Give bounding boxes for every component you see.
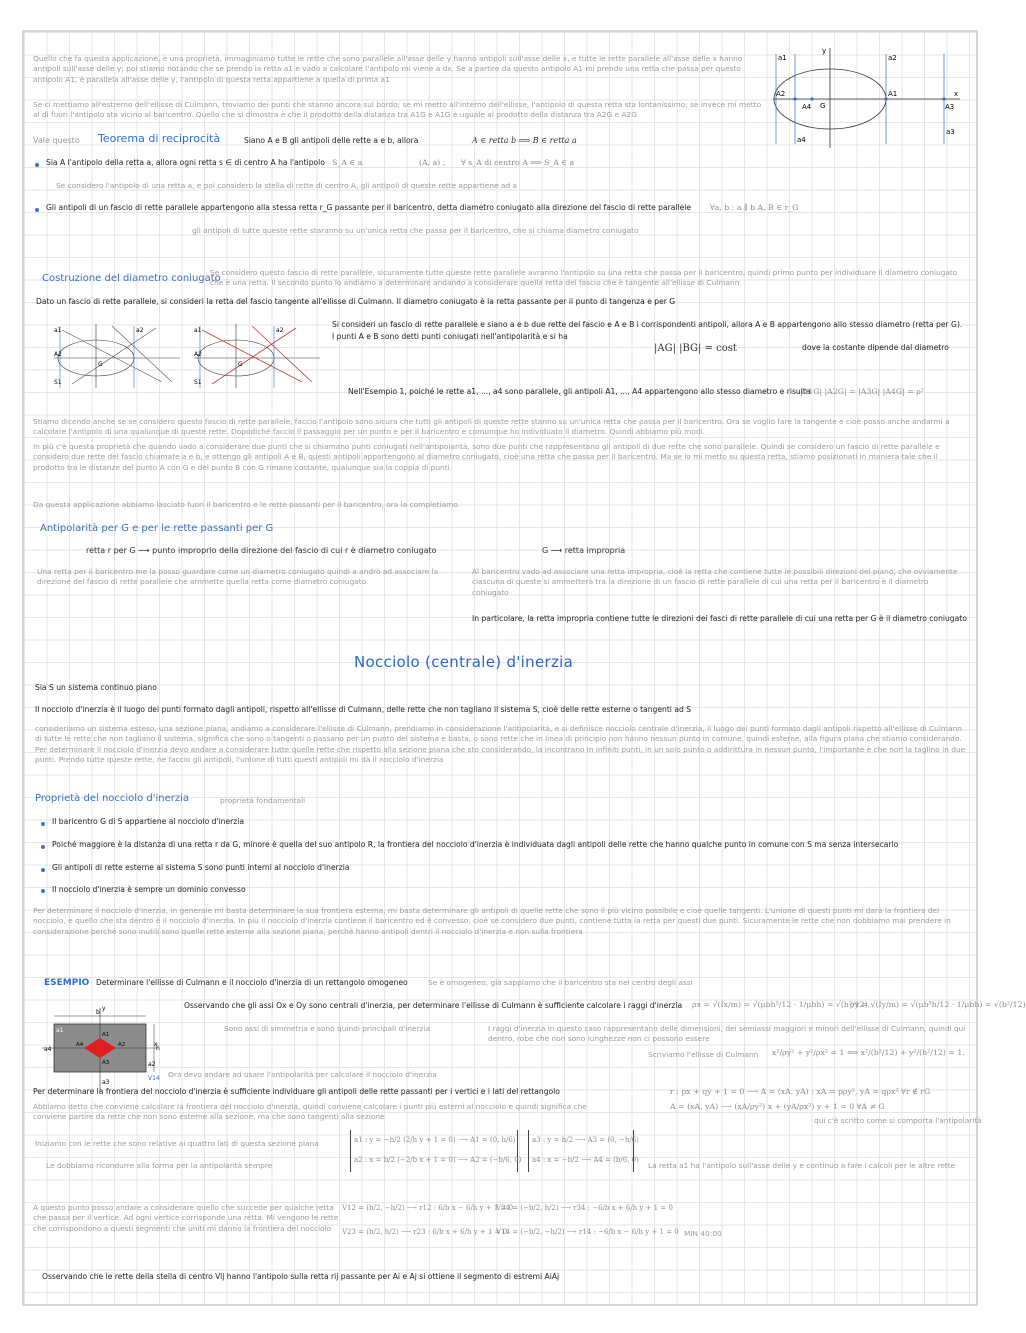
note-stella: Se considero l'antipolo di una retta a, e poi considero la stella di rette di centro A, gli antipoli di queste rette appartiene ad a (56, 181, 518, 190)
svg-text:y: y (102, 1005, 106, 1012)
bullet-dot (41, 845, 45, 849)
retta-a1-note: La retta a1 ha l'antipolo sull'asse delle y e continuo a fare i calcoli per le altre rette (648, 1161, 956, 1170)
label-x: x (954, 90, 959, 98)
bullet-dot (35, 208, 39, 212)
math-a-pair: (A, a) ; (419, 158, 446, 167)
nocciolo-title: Nocciolo (centrale) d'inerzia (354, 653, 574, 671)
label-b: b (96, 1009, 100, 1016)
nocciolo-definition: Il nocciolo d'inerzia è il luogo dei punti formato dagli antipoli, rispetto all'ellisse di Culmann, delle rette che non tagliano il sistema S, cioè delle rette esterne o tangenti ad S (35, 705, 692, 714)
svg-text:a2: a2 (136, 327, 144, 334)
iniziamo-note: Iniziamo con le rette che sono relative ai quattro lati di questa sezione piana (35, 1139, 319, 1148)
coniugati-text-1: Si consideri un fascio di rette parallele e siano a e b due rette del fascio e A e B i corrispondenti antipoli, allora A e B appartengono allo stesso diametro (retta per G). (332, 320, 963, 329)
eq-v14: V14 = (−b/2, −h/2) ⟶ r14 : −6/b x − 6/h y + 1 = 0 (496, 1228, 679, 1236)
antipolarity-diagram (768, 44, 968, 152)
culmann-paragraph: Se ci mettiamo all'estremo dell'ellisse di Culmann, troviamo dei punti che stanno ancora sul bordo; se mi metto all'interno dell'ellisse, l'antipolo di questa retta sta lontanissimo; se invece mi metto al di fuori l'antipolo sta vicino al baricentro. Quello che si dimostra è che il prodotto della distanza tra A1G e A1G è uguale al prodotto della distanza tra A2G e A2G (33, 100, 762, 120)
ellisse-equation: x²/ρy² + y²/ρx² = 1 ⟺ x²/(b²/12) + y²/(h²/12) = 1. (772, 1048, 965, 1057)
frontiera-paragraph: Per determinare il nocciolo d'inerzia, in generale mi basta determinare la sua frontiera esterna, mi basta determinare gli antipoli di quelle rette che sono il più vicino possibile e cioè quelle tangenti. L'unione di questi punti mi darà la frontiera del nocciolo, e quello che sta dentro è il nocciolo d'inerzia. In più il nocciolo d'inerzia contiene il baricentro ed è convesso, cioè se considero due punti, contiene tutta la retta per questi due punti. Sicuramente le rette che non dobbiamo mai prendere in considerazione perché sono inutili sono quelle rette esterne alla sezione piana, perché hanno antipoli dentri il nocciolo d'inerzia e non sulla frontiera (33, 906, 951, 936)
bullet-dot (41, 822, 45, 826)
label-A2: A2 (776, 90, 786, 98)
math-forall-sa: ∀ s_A di centro A ⟹ S_A ∈ a (461, 158, 575, 167)
label-A1: A1 (888, 90, 898, 98)
svg-text:a4: a4 (44, 1046, 52, 1053)
svg-text:S1: S1 (194, 379, 202, 386)
assi-simmetria-note: Sono assi di simmetria e sono quindi principali d'inerzia (224, 1024, 431, 1033)
bullet-antipolo-stella: Sia A l'antipolo della retta a, allora ogni retta s ∈ di centro A ha l'antipolo (46, 158, 325, 167)
raggi-inerzia-note: I raggi d'inerzia in questo caso rappresentano delle dimensioni, dei semiassi maggiori e minori dell'ellisse di Culmann, quindi qui dentro, robe che non sono lunghezze non ci possono essere (488, 1024, 966, 1044)
prop-baricentro: Il baricentro G di S appartiene al nocciolo d'inerzia (52, 817, 245, 826)
baricentro-retta-text: Al baricentro vado ad associare una retta impropria, cioè la retta che contiene tutte le possibili direzioni del piano, che ovviamente ciascuna di queste si ammetterà tra la direzione di un fascio di rette parallele di cui una retta per il baricentro è il diametro coniugato (472, 567, 958, 597)
final-observation: Osservando che le rette della stella di centro Vij hanno l'antipolo sulla retta rij passante per Ai e Aj si ottiene il segmento di estremi AiAj (42, 1272, 560, 1281)
esempio-note: Se è omogeneo, già sappiamo che il baricentro sta nel centro degli assi (428, 978, 693, 987)
rettangolo-diagram (36, 1002, 161, 1097)
antipolo-formula-2: A = (xA, yA) ⟶ (xA/ρy²) x + (yA/ρx²) y + 1 = 0 ∀A ≠ G (670, 1102, 885, 1111)
proprieta-sub: proprietà fondamentali (220, 796, 306, 805)
formula-costante-note: dove la costante dipende dal diametro (802, 343, 949, 352)
formula-costante: |AG| |BG| = cost (654, 343, 737, 354)
svg-text:a1: a1 (54, 327, 62, 334)
eq-a4: a4 : x = −b/2 ⟶ A4 = (b/6, 0) (532, 1156, 639, 1164)
fascio-diagram-right (192, 322, 322, 390)
eq-a3: a3 : y = h/2 ⟶ A3 = (0, −h/6) (532, 1136, 639, 1144)
eq-a2: a2 : x = b/2 (−2/b x + 1 = 0) ⟶ A2 = (−b/6, 0) (354, 1156, 522, 1164)
svg-text:G: G (98, 361, 103, 368)
svg-text:G: G (238, 361, 243, 368)
retta-per-G-text: Una retta per il baricentro me la posso guardare come un diametro coniugato quindi a andrò ad associare la direzione del fascio di rette parallele che ammette quella retta come diametro coniugato (37, 567, 439, 587)
notes-page (22, 30, 1026, 1306)
svg-text:a1: a1 (194, 327, 202, 334)
svg-text:A2: A2 (118, 1042, 126, 1048)
label-A4: A4 (802, 103, 812, 111)
svg-text:x: x (154, 1041, 158, 1048)
rho-x-formula: ρx = √(Ix/m) = √(μbh³/12 · 1/μbh) = √(h²/12), (692, 1000, 871, 1009)
sistema-continuo-line: Sia S un sistema continuo piano (35, 683, 157, 692)
label-a4: a4 (797, 136, 806, 144)
esempio-title: Determinare l'ellisse di Culmann e il nocciolo d'inerzia di un rettangolo omogeneo (96, 978, 408, 987)
antipolarita-note: Ora devo andare ad usare l'antipolarità per calcolare il nocciolo d'inerzia (168, 1070, 437, 1079)
svg-text:A2: A2 (194, 351, 202, 358)
heading-antipolarita-G: Antipolarità per G e per le rette passanti per G (40, 523, 274, 534)
math-sa-in-a: S_A ∈ a (332, 158, 363, 167)
vale-questo: Vale questo (33, 136, 80, 145)
eq-a1: a1 : y = −h/2 (2/h y + 1 = 0) ⟶ A1 = (0, h/6) (354, 1136, 516, 1144)
antipolarita-comment: qui c'è scritto come si comporta l'antipolarità (814, 1116, 982, 1125)
heading-proprieta: Proprietà del nocciolo d'inerzia (35, 793, 189, 804)
completiamo-line: Da questa applicazione abbiamo lasciato fuori il baricentro e le rette passanti per il baricentro, ora la completiamo (33, 500, 458, 509)
rho-y-formula: ρy = √(Iy/m) = √(μb³h/12 · 1/μbh) = √(b²/12) (850, 1000, 1026, 1009)
diametro-definition: Dato un fascio di rette parallele, si consideri la retta del fascio tangente all'ellisse di Culmann. Il diametro coniugato è la retta passante per il punto di tangenza e per G (36, 297, 676, 306)
label-y: y (822, 47, 827, 55)
theorem-title: Teorema di reciprocità (98, 132, 221, 145)
prop-frontiera: Poiché maggiore è la distanza di una retta r da G, minore è quella del suo antipolo R, la frontiera del nocciolo d'inerzia è individuata dagli antipoli delle rette che hanno qualche punto in comune con S ma senza intersecarlo (52, 840, 899, 849)
svg-text:a2: a2 (148, 1061, 156, 1068)
coniugati-text-2: I punti A e B sono detti punti coniugati nell'antipolarità e si ha (332, 332, 568, 341)
eq-v34: V34 = (−b/2, h/2) ⟶ r34 : −6/b x + 6/h y + 1 = 0 (496, 1204, 673, 1212)
esempio1-line: Nell'Esempio 1, poiché le rette a1, ..., a4 sono parallele, gli antipoli A1, ..., A4 appartengono allo stesso diametro e risulta (348, 387, 811, 396)
nocciolo-paragraph: consideriamo un sistema esteso, una sezione piana, andiamo a considerare l'ellisse di Culmann, prendiamo in considerazione l'antipolarità, e si definisce nocciolo centrale d'inerzia, il luogo dei punti formato dagli antipoli rispetto all'ellisse di Culmann di tutte le rette che non tagliano il sistema, significa che sono o tangenti o passano per un punto del sistema e basta, o sono rette che in linea di principio non hanno nessun punto in comune, quindi esterne, alla figura piana che stiamo considerando. Per determinare il nocciolo d'inerzia devo andare a considerare tutte quelle rette che rispetto alla sezione piana che sto considerando, la incontrano in infiniti punti, in un solo punto o addirittura in nessun punto, l'importante è che non la taglino in due punti. Prendo tutte queste rette, ne faccio gli antipoli, l'unione di tutti questi antipoli mi dà il nocciolo d'inerzia (35, 724, 966, 765)
label-G: G (820, 102, 826, 110)
theorem-text: Siano A e B gli antipoli delle rette a e b, allora (244, 136, 419, 145)
svg-text:S1: S1 (54, 379, 62, 386)
intro-paragraph: Quello che fa questa applicazione, è una proprietà, immaginiamo tutte le rette che sono parallele all'asse delle y hanno antipoli sull'asse delle x, e tutte le rette parallele all'asse delle x hanno antipoli sull'asse delle y; poi stiamo notando che se prendo la retta a1 e vado a calcolare l'antipolo mi viene a dx. Se a partire da questo antipolo A1 mi prendo una retta che passa per questo antipolo A1, è parallela all'asse delle y, l'antipolo di questa retta appartiene a quella di prima a1 (33, 54, 743, 84)
esempio-observation: Osservando che gli assi Ox e Oy sono centrali d'inerzia, per determinare l'ellisse di Culmann è sufficiente calcolare i raggi d'inerzia (184, 1001, 683, 1010)
timestamp-min: MIN 40:00 (684, 1229, 722, 1238)
eq-v23: V23 = (b/2, h/2) ⟶ r23 : 6/b x + 6/h y + 1 = 0 (342, 1228, 508, 1236)
svg-text:a2: a2 (276, 327, 284, 334)
svg-text:a1: a1 (56, 1027, 64, 1034)
formula-rho: |A1G| |A2G| = |A3G| |A4G| = ρ² (800, 387, 924, 396)
svg-text:a3: a3 (102, 1079, 110, 1086)
label-a1: a1 (778, 54, 787, 62)
bullet-dot (35, 163, 39, 167)
prop-rette-esterne: Gli antipoli di rette esterne al sistema S sono punti interni al nocciolo d'inerzia (52, 863, 350, 872)
bullet-fascio-parallele: Gli antipoli di un fascio di rette parallele appartengono alla stessa retta r_G passante per il baricentro, detta diametro coniugato alla direzione del fascio di rette parallele (46, 203, 692, 212)
frontiera-rule: Per determinare la frontiera del nocciolo d'inerzia è sufficiente individuare gli antipoli delle rette passanti per i vertici e i lati del rettangolo (33, 1087, 560, 1096)
label-A3: A3 (945, 103, 955, 111)
note-diametro: gli antipoli di tutte queste rette staranno su un'unica retta che passa per il baricentro, che si chiama diametro coniugato (192, 226, 639, 235)
bullet-dot (41, 889, 45, 893)
fascio-diagram-left (52, 322, 182, 390)
diametro-paragraph-2: In più c'è questa proprietà che quando vado a considerare due punti che si chiamano punti coniugati nell'antipolarità, sono due punti che rappresentano gli antipoli di due rette che sono parallele. Quindi se considero un fascio di rette parallele e considero due rette del fascio chiamate a e b, e ottengo gli antipoli A e B, questi antipoli appartengono al diametro coniugato, cioè una retta che passa per il baricentro. Ma se io mi metto su questa retta, stiamo posizionati in maniera tale che il prodotto tra le distanze del punto A con G e del punto B con G rimane costante, qualunque sia la coppia di punti. (33, 442, 940, 472)
eq-v12: V12 = (b/2, −h/2) ⟶ r12 : 6/b x − 6/h y + 1 = 0 (342, 1204, 514, 1212)
antipolo-formula-1: r : px + qy + 1 = 0 ⟶ A = (xA, yA) : xA = pρy², yA = qρx² ∀r ∉ rG (670, 1087, 931, 1096)
prop-convesso: Il nocciolo d'inerzia è sempre un dominio convesso (52, 885, 246, 894)
math-fascio: ∀a, b : a ∥ b A, B ∈ r_G (710, 203, 799, 212)
riconduce-note: Le dobbiamo ricondurre alla forma per la antipolarità sempre (46, 1161, 273, 1170)
diametro-paragraph-1: Stiamo dicendo anche se se considero questo fascio di rette parallele, faccio l'antipolo sono sicura che tutti gli antipoli di queste rette stanno su un'unica retta che passa per il baricentro. Ora se voglio fare la tangente e cioè posso anche andarmi a calcolare l'antipolo di una qualunque di queste rette. Dopodiché faccio il passaggio per un punto e per il baricentro e comunque ho individuato il diametro. Quindi abbiamo più modi. (33, 417, 950, 437)
svg-text:A2: A2 (54, 351, 62, 358)
conviene-paragraph: Abbiamo detto che conviene calcolare la frontiera del nocciolo d'inerzia, quindi conviene calcolare i punti più esterni al nocciolo e quindi significa che conviene partire da rette che non sono esterne alla sezione, ma che sono tangenti alla sezione (33, 1102, 587, 1122)
heading-diametro-coniugato: Costruzione del diametro coniugato (42, 273, 221, 284)
math-retta-per-G: retta r per G ⟶ punto improprio della direzione del fascio di cui r è diametro coniugato (86, 546, 437, 555)
svg-text:A4: A4 (76, 1042, 84, 1048)
theorem-math: A ∈ retta b ⟹ B ∈ retta a (472, 136, 577, 145)
math-G-retta-impropria: G ⟶ retta impropria (542, 546, 626, 555)
vertici-paragraph: A questo punto posso andare a considerare quello che succede per qualche retta che passa per il vertice. Ad ogni vertice corrisponde una retta. Mi vengono le rette che corrispondono a questi segmenti che uniti mi danno la frontiera del nocciolo (33, 1203, 339, 1233)
bullet-dot (41, 868, 45, 872)
svg-text:A1: A1 (102, 1032, 110, 1038)
label-a2: a2 (888, 54, 897, 62)
label-a3: a3 (946, 128, 955, 136)
esempio-tag: ESEMPIO (44, 978, 90, 988)
svg-text:A3: A3 (102, 1060, 110, 1066)
diametro-side-text: Se considero questo fascio di rette parallele, sicuramente tutte queste rette parallele avranno l'antipolo su una retta che passa per il baricentro, quindi primo punto per individuare il diametro coniugato che è una retta. Il secondo punto lo andiamo a determinare andando a considerare quella retta del fascio che è tangente all'ellisse di Culmann (210, 268, 958, 288)
retta-impropria-conclusion: In particolare, la retta impropria contiene tutte le direzioni dei fasci di rette parallele di cui una retta per G è il diametro coniugato (472, 614, 967, 623)
scriviamo-ellisse: Scriviamo l'ellisse di Culmann (648, 1050, 759, 1059)
label-h: h (156, 1045, 160, 1052)
label-V14: V14 (148, 1075, 160, 1082)
